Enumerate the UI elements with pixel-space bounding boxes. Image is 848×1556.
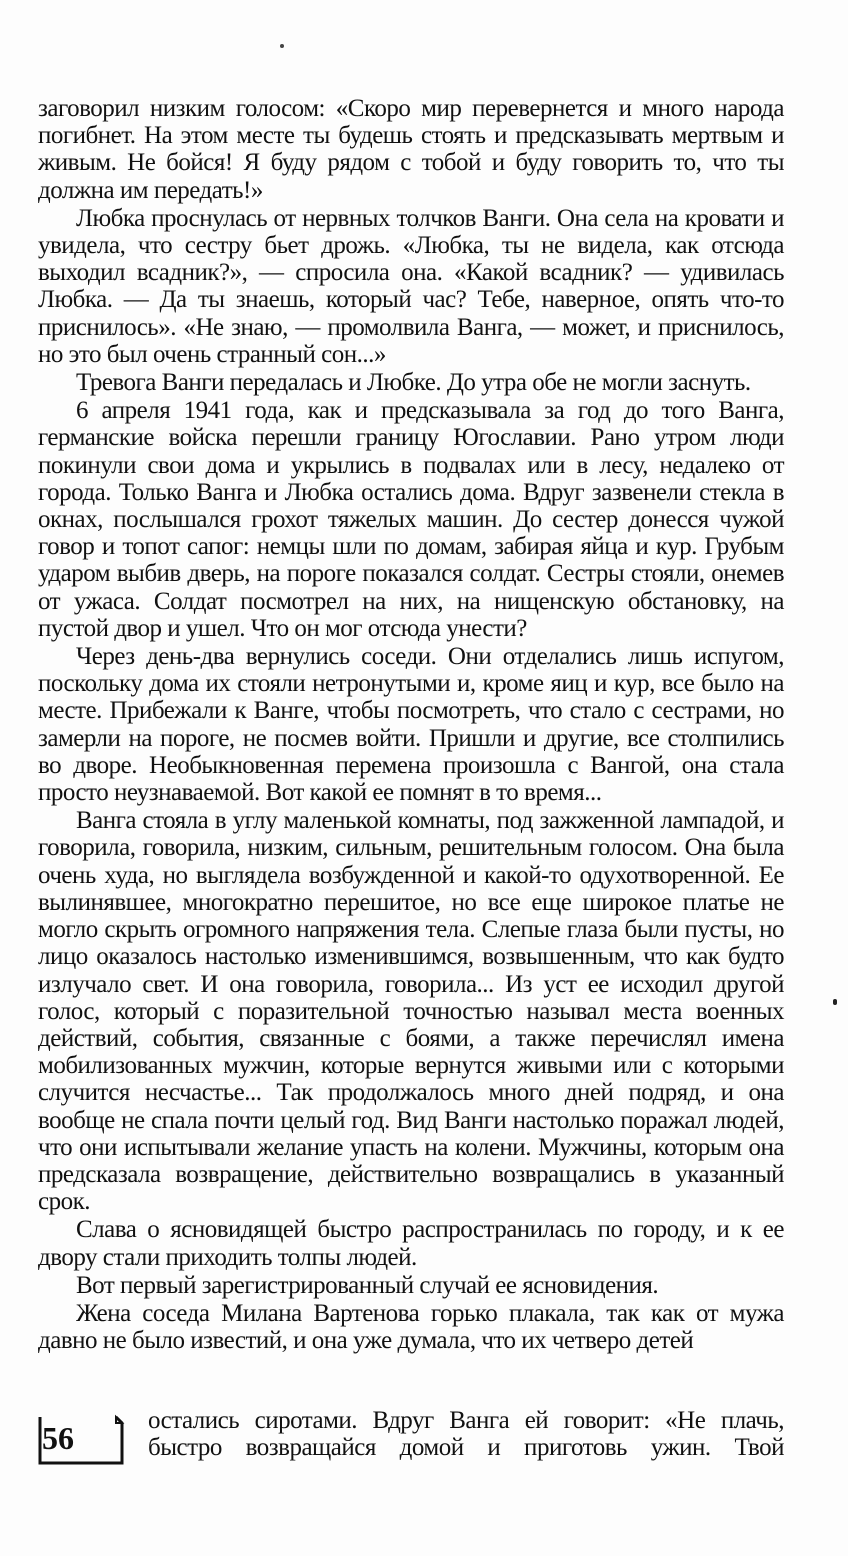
page-number-box (38, 1413, 122, 1463)
paragraph-5: Через день-два вернулись соседи. Они отделались лишь испугом, поскольку дома их стояли нетронутыми и, кроме яиц и кур, все было на месте. Прибежали к Ванге, чтобы посмотреть, что стало с сестрами, но замерли на пороге, не посмев войти. Пришли и другие, все столпились во дворе. Необыкновенная перемена произошла с Вангой, она стала просто неузнаваемой. Вот какой ее помнят в то время... (38, 643, 784, 807)
paragraph-2: Любка проснулась от нервных толчков Ванги. Она села на кровати и увидела, что сестру бьет дрожь. «Любка, ты не видела, как отсюда выходил всадник?», — спросила она. «Какой всадник? — удивилась Любка. — Да ты знаешь, который час? Тебе, наверное, опять что-то приснилось». «Не знаю, — промолвила Ванга, — может, и приснилось, но это был очень странный сон...» (38, 204, 784, 368)
body-text (38, 95, 784, 1355)
page-number: 56 (42, 1420, 74, 1456)
paragraph-9: Жена соседа Милана Вартенова горько плакала, так как от мужа давно не было известий, и она уже думала, что их четверо детей (38, 1299, 784, 1355)
paragraph-6: Ванга стояла в углу маленькой комнаты, под зажженной лампадой, и говорила, говорила, низким, сильным, решительным голосом. Она была очень худа, но выглядела возбужденной и какой-то одухотворенной. Ее вылинявшее, многократно перешитое, но все еще широкое платье не могло скрыть огромного напряжения тела. Слепые глаза были пусты, но лицо оказалось настолько изменившимся, возвышенным, что как будто излучало свет. И она говорила, говорила... Из уст ее исходил другой голос, который с поразительной точностью называл места военных действий, события, связанные с боями, а также перечислял имена мобилизованных мужчин, которые вернутся живыми или с которыми случится несчастье... Так продолжалось много дней подряд, и она вообще не спала почти целый год. Вид Ванги настолько поражал людей, что они испытывали желание упасть на колени. Мужчины, которым она предсказала возвращение, действительно возвращались в указанный срок. (38, 807, 784, 1216)
print-speck (280, 44, 284, 48)
paragraph-8: Вот первый зарегистрированный случай ее ясновидения. (76, 1271, 659, 1299)
paragraph-1: заговорил низким голосом: «Скоро мир перевернется и много народа погибнет. На этом месте ты будешь стоять и предсказывать мертвым и живым. Не бойся! Я буду рядом с тобой и буду говорить то, что ты должна им передать!» (38, 95, 784, 204)
paragraph-3: Тревога Ванги передалась и Любке. До утра обе не могли заснуть. (76, 369, 751, 397)
paragraph-continuation: остались сиротами. Вдруг Ванга ей говорит: «Не плачь, быстро возвращайся домой и приготовь ужин. Твой (148, 1407, 784, 1462)
print-speck (833, 999, 837, 1005)
paragraph-7: Слава о ясновидящей быстро распространилась по городу, и к ее двору стали приходить толпы людей. (38, 1216, 784, 1271)
paragraph-4: 6 апреля 1941 года, как и предсказывала за год до того Ванга, германские войска перешли границу Югославии. Рано утром люди покинули свои дома и укрылись в подвалах или в лесу, недалеко от города. Только Ванга и Любка остались дома. Вдруг зазвенели стекла в окнах, послышался грохот тяжелых машин. До сестер донесся чужой говор и топот сапог: немцы шли по домам, забирая яйца и кур. Грубым ударом выбив дверь, на пороге показался солдат. Сестры стояли, онемев от ужаса. Солдат посмотрел на них, на нищенскую обстановку, на пустой двор и ушел. Что он мог отсюда унести? (38, 397, 784, 642)
